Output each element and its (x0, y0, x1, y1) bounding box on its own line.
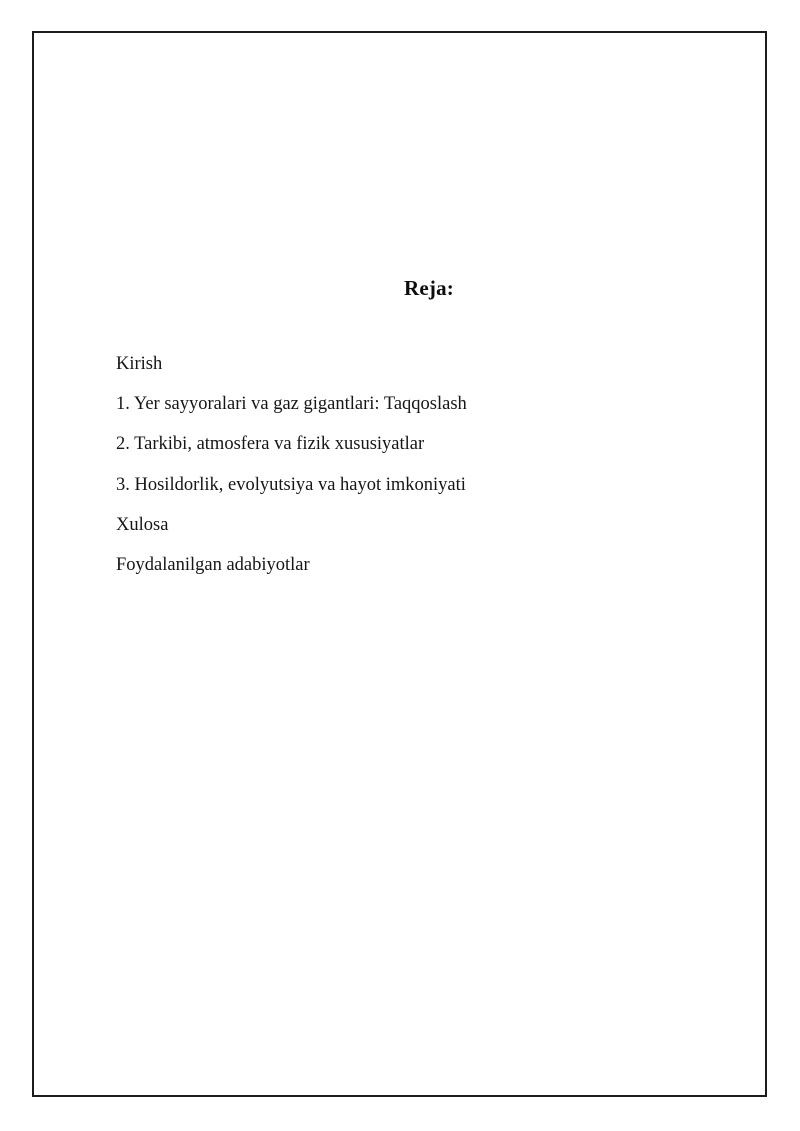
document-title: Reja: (404, 276, 454, 300)
outline-line-3: 3. Hosildorlik, evolyutsiya va hayot imkoniyati (116, 474, 466, 495)
outline-line-1: 1. Yer sayyoralari va gaz gigantlari: Taqqoslash (116, 394, 467, 415)
outline-line-kirish: Kirish (116, 354, 163, 374)
outline-list (116, 352, 676, 593)
outline-line-2: 2. Tarkibi, atmosfera va fizik xususiyatlar (116, 434, 425, 455)
outline-line-xulosa: Xulosa (116, 514, 169, 535)
outline-line-adabiyotlar: Foydalanilgan adabiyotlar (116, 554, 310, 575)
